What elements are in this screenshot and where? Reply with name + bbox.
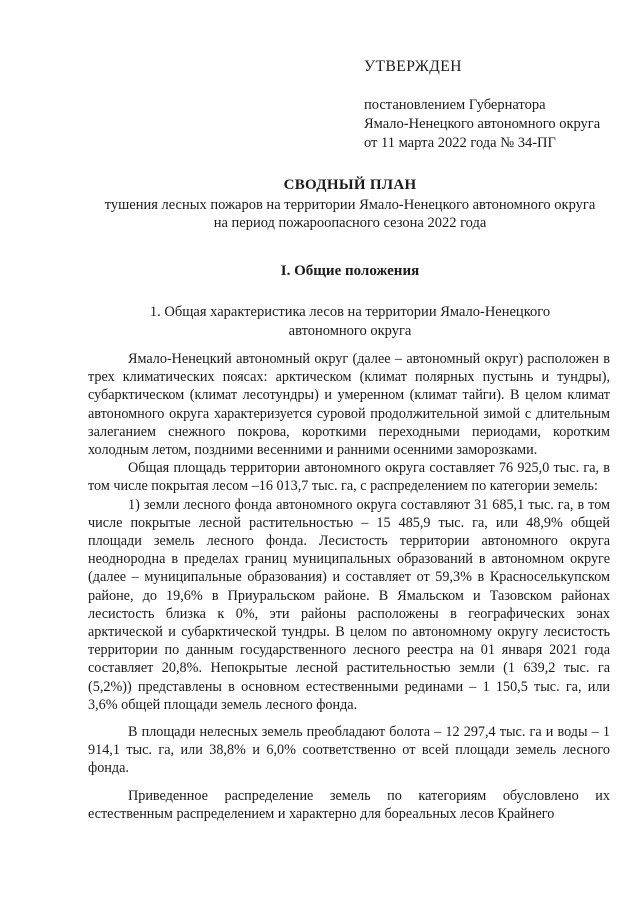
subsection-heading [80,303,620,341]
document-title: СВОДНЫЙ ПЛАН [283,177,417,193]
approval-line-3: от 11 марта 2022 года № 34-ПГ [364,135,556,151]
subtitle-line-1: тушения лесных пожаров на территории Ямало-Ненецкого автономного округа [104,197,596,213]
section-heading: I. Общие положения [280,263,420,279]
approval-stamp: УТВЕРЖДЕН [364,58,462,75]
subsection-line-2: автономного округа [288,323,412,339]
approval-line-1: постановлением Губернатора [364,97,546,113]
body-text [88,350,610,823]
document-subtitle [60,196,640,232]
paragraph-total-area: Общая площадь территории автономного округа составляет 76 925,0 тыс. га, в том числе покрытая лесом –16 013,7 тыс. га, с распределением по категории земель: [88,460,610,495]
paragraph-nonforest-land: В площади нелесных земель преобладают болота – 12 297,4 тыс. га и воды – 1 914,1 тыс. га, или 38,8% и 6,0% соответственно от всей площади земель лесного фонда. [88,724,610,777]
approval-line-2: Ямало-Ненецкого автономного округа [364,116,601,132]
subtitle-line-2: на период пожароопасного сезона 2022 года [213,215,487,231]
subsection-line-1: 1. Общая характеристика лесов на территории Ямало-Ненецкого [149,304,551,320]
paragraph-distribution: Приведенное распределение земель по категориям обусловлено их естественным распределением и характерно для бореальных лесов Крайнего [88,787,610,822]
paragraph-forest-fund: 1) земли лесного фонда автономного округа составляют 31 685,1 тыс. га, в том числе покрытые лесной растительностью – 15 485,9 тыс. га, или 48,9% общей площади земель лесного фонда. Лесистость территории автономного округа неоднородна в пределах границ муниципальных образований в автономном округе (далее – муниципальные образования) и составляет от 59,3% в Красноселькупском районе, до 19,6% в Приуральском районе. В Ямальском и Тазовском районах лесистость близка к 0%, эти районы расположены в географических зонах арктической и субарктической тундры. В целом по автономному округу лесистость территории по данным государственного лесного реестра на 01 января 2021 года составляет 20,8%. Непокрытые лесной растительностью земли (1 639,2 тыс. га (5,2%)) представлены в основном естественными рединами – 1 150,5 тыс. га, или 3,6% общей площади земель лесного фонда. [88,496,610,713]
approval-block [364,58,614,153]
paragraph-climate: Ямало-Ненецкий автономный округ (далее – автономный округ) расположен в трех климатических поясах: арктическом (климат полярных пустынь и тундры), субарктическом (климат лесотундры) и умеренном (климат тайги). В целом климат автономного округа характеризуется суровой продолжительной зимой с длительным залеганием снежного покрова, короткими переходными периодами, коротким холодным летом, поздними весенними и ранними осенними заморозками. [88,351,610,459]
